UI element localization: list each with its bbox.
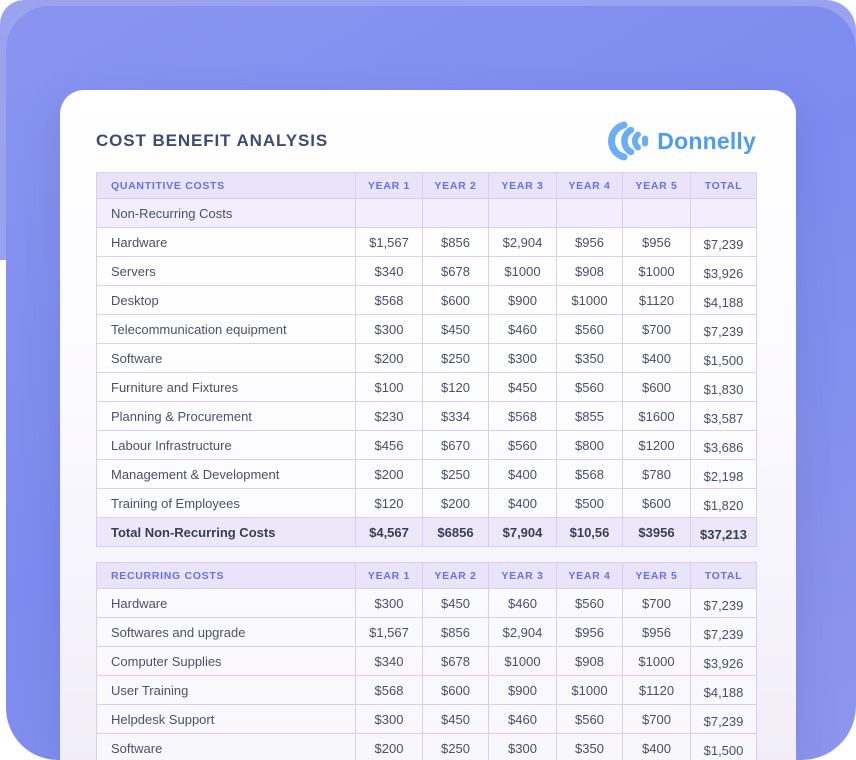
value-cell: $230: [356, 402, 423, 431]
total-value-cell: $4,188: [691, 676, 757, 705]
value-cell: $956: [623, 618, 691, 647]
row-label: Desktop: [97, 286, 356, 315]
column-header: YEAR 1: [356, 173, 423, 199]
value-cell: $400: [489, 460, 557, 489]
row-label: Labour Infrastructure: [97, 431, 356, 460]
column-header: YEAR 5: [623, 173, 691, 199]
value-cell: $678: [423, 647, 489, 676]
value-cell: $908: [557, 257, 623, 286]
total-value-cell: $7,239: [691, 589, 757, 618]
value-cell: $780: [623, 460, 691, 489]
value-cell: $1000: [489, 257, 557, 286]
recurring-costs-table: [96, 562, 757, 760]
row-label: Hardware: [97, 228, 356, 257]
value-cell: $10,56: [557, 518, 623, 547]
section-row: [97, 199, 757, 228]
value-cell: $250: [423, 460, 489, 489]
row-label: Planning & Procurement: [97, 402, 356, 431]
column-header: YEAR 3: [489, 563, 557, 589]
donnelly-logo: [603, 121, 756, 161]
row-label: Softwares and upgrade: [97, 618, 356, 647]
column-header: YEAR 2: [423, 563, 489, 589]
value-cell: $856: [423, 618, 489, 647]
value-cell: $1600: [623, 402, 691, 431]
value-cell: $300: [489, 344, 557, 373]
table-row: [97, 589, 757, 618]
total-value-cell: $1,830: [691, 373, 757, 402]
table-row: [97, 676, 757, 705]
column-header: TOTAL: [691, 563, 757, 589]
table-row: [97, 647, 757, 676]
value-cell: $200: [423, 489, 489, 518]
value-cell: $120: [356, 489, 423, 518]
row-label: Software: [97, 734, 356, 760]
row-label: Telecommunication equipment: [97, 315, 356, 344]
value-cell: [623, 199, 691, 228]
row-label: User Training: [97, 676, 356, 705]
value-cell: $560: [557, 373, 623, 402]
table-title-header: RECURRING COSTS: [97, 563, 356, 589]
quantitive-costs-table: [96, 172, 757, 547]
row-label: Helpdesk Support: [97, 705, 356, 734]
total-value-cell: $7,239: [691, 228, 757, 257]
row-label: Total Non-Recurring Costs: [97, 518, 356, 547]
table-row: [97, 431, 757, 460]
value-cell: $300: [356, 315, 423, 344]
value-cell: $450: [489, 373, 557, 402]
value-cell: $250: [423, 344, 489, 373]
value-cell: $1200: [623, 431, 691, 460]
total-value-cell: $7,239: [691, 705, 757, 734]
value-cell: $456: [356, 431, 423, 460]
total-value-cell: $37,213: [691, 518, 757, 547]
document-card: [60, 90, 796, 760]
page-title: COST BENEFIT ANALYSIS: [96, 131, 329, 150]
value-cell: $1000: [557, 286, 623, 315]
value-cell: $700: [623, 589, 691, 618]
value-cell: $350: [557, 344, 623, 373]
total-value-cell: $1,500: [691, 734, 757, 760]
value-cell: $568: [557, 460, 623, 489]
value-cell: $560: [489, 431, 557, 460]
table-row: [97, 402, 757, 431]
table-row: [97, 286, 757, 315]
row-label: Management & Development: [97, 460, 356, 489]
total-value-cell: $1,820: [691, 489, 757, 518]
value-cell: $560: [557, 705, 623, 734]
value-cell: [423, 199, 489, 228]
value-cell: $6856: [423, 518, 489, 547]
value-cell: $1000: [489, 647, 557, 676]
value-cell: $460: [489, 705, 557, 734]
value-cell: $678: [423, 257, 489, 286]
table-row: [97, 228, 757, 257]
value-cell: $7,904: [489, 518, 557, 547]
column-header: TOTAL: [691, 173, 757, 199]
table-header-row: [97, 563, 757, 589]
table-row: [97, 344, 757, 373]
value-cell: $1000: [623, 257, 691, 286]
value-cell: $450: [423, 589, 489, 618]
value-cell: $856: [423, 228, 489, 257]
value-cell: $200: [356, 344, 423, 373]
table-row: [97, 460, 757, 489]
value-cell: $1,567: [356, 228, 423, 257]
total-row: [97, 518, 757, 547]
column-header: YEAR 1: [356, 563, 423, 589]
value-cell: $600: [423, 676, 489, 705]
value-cell: $1120: [623, 676, 691, 705]
column-header: YEAR 4: [557, 563, 623, 589]
value-cell: $300: [356, 589, 423, 618]
value-cell: $3956: [623, 518, 691, 547]
value-cell: $4,567: [356, 518, 423, 547]
value-cell: $855: [557, 402, 623, 431]
value-cell: $600: [423, 286, 489, 315]
row-label: Furniture and Fixtures: [97, 373, 356, 402]
value-cell: $1000: [557, 676, 623, 705]
column-header: YEAR 5: [623, 563, 691, 589]
value-cell: [356, 199, 423, 228]
value-cell: [557, 199, 623, 228]
total-value-cell: $2,198: [691, 460, 757, 489]
value-cell: [489, 199, 557, 228]
value-cell: $334: [423, 402, 489, 431]
value-cell: $568: [356, 286, 423, 315]
total-value-cell: $7,239: [691, 315, 757, 344]
table-row: [97, 734, 757, 760]
value-cell: $956: [623, 228, 691, 257]
value-cell: $956: [557, 618, 623, 647]
table-title-header: QUANTITIVE COSTS: [97, 173, 356, 199]
value-cell: $2,904: [489, 618, 557, 647]
table-row: [97, 705, 757, 734]
row-label: Non-Recurring Costs: [97, 199, 356, 228]
value-cell: $670: [423, 431, 489, 460]
value-cell: $460: [489, 315, 557, 344]
row-label: Training of Employees: [97, 489, 356, 518]
value-cell: $460: [489, 589, 557, 618]
total-value-cell: $7,239: [691, 618, 757, 647]
value-cell: $560: [557, 589, 623, 618]
table-row: [97, 257, 757, 286]
table-row: [97, 315, 757, 344]
value-cell: $250: [423, 734, 489, 760]
value-cell: $800: [557, 431, 623, 460]
value-cell: $568: [356, 676, 423, 705]
value-cell: $700: [623, 315, 691, 344]
value-cell: $1120: [623, 286, 691, 315]
total-value-cell: $3,926: [691, 257, 757, 286]
value-cell: $340: [356, 257, 423, 286]
donnelly-logo-text: Donnelly: [657, 127, 756, 154]
value-cell: $300: [489, 734, 557, 760]
total-value-cell: [691, 199, 757, 228]
table-row: [97, 618, 757, 647]
value-cell: $400: [623, 344, 691, 373]
column-header: YEAR 2: [423, 173, 489, 199]
value-cell: $900: [489, 286, 557, 315]
value-cell: $900: [489, 676, 557, 705]
value-cell: $300: [356, 705, 423, 734]
donnelly-logo-icon: [603, 121, 649, 161]
value-cell: $600: [623, 489, 691, 518]
row-label: Software: [97, 344, 356, 373]
column-header: YEAR 3: [489, 173, 557, 199]
value-cell: $1,567: [356, 618, 423, 647]
value-cell: $908: [557, 647, 623, 676]
value-cell: $600: [623, 373, 691, 402]
value-cell: $340: [356, 647, 423, 676]
value-cell: $956: [557, 228, 623, 257]
table-header-row: [97, 173, 757, 199]
table-row: [97, 489, 757, 518]
total-value-cell: $3,686: [691, 431, 757, 460]
row-label: Computer Supplies: [97, 647, 356, 676]
value-cell: $568: [489, 402, 557, 431]
table-row: [97, 373, 757, 402]
value-cell: $120: [423, 373, 489, 402]
value-cell: $1000: [623, 647, 691, 676]
value-cell: $400: [489, 489, 557, 518]
value-cell: $350: [557, 734, 623, 760]
value-cell: $450: [423, 315, 489, 344]
value-cell: $560: [557, 315, 623, 344]
total-value-cell: $1,500: [691, 344, 757, 373]
value-cell: $700: [623, 705, 691, 734]
column-header: YEAR 4: [557, 173, 623, 199]
value-cell: $450: [423, 705, 489, 734]
value-cell: $2,904: [489, 228, 557, 257]
document-header: [60, 90, 796, 164]
value-cell: $500: [557, 489, 623, 518]
row-label: Servers: [97, 257, 356, 286]
total-value-cell: $4,188: [691, 286, 757, 315]
row-label: Hardware: [97, 589, 356, 618]
value-cell: $100: [356, 373, 423, 402]
value-cell: $400: [623, 734, 691, 760]
value-cell: $200: [356, 460, 423, 489]
total-value-cell: $3,926: [691, 647, 757, 676]
value-cell: $200: [356, 734, 423, 760]
total-value-cell: $3,587: [691, 402, 757, 431]
